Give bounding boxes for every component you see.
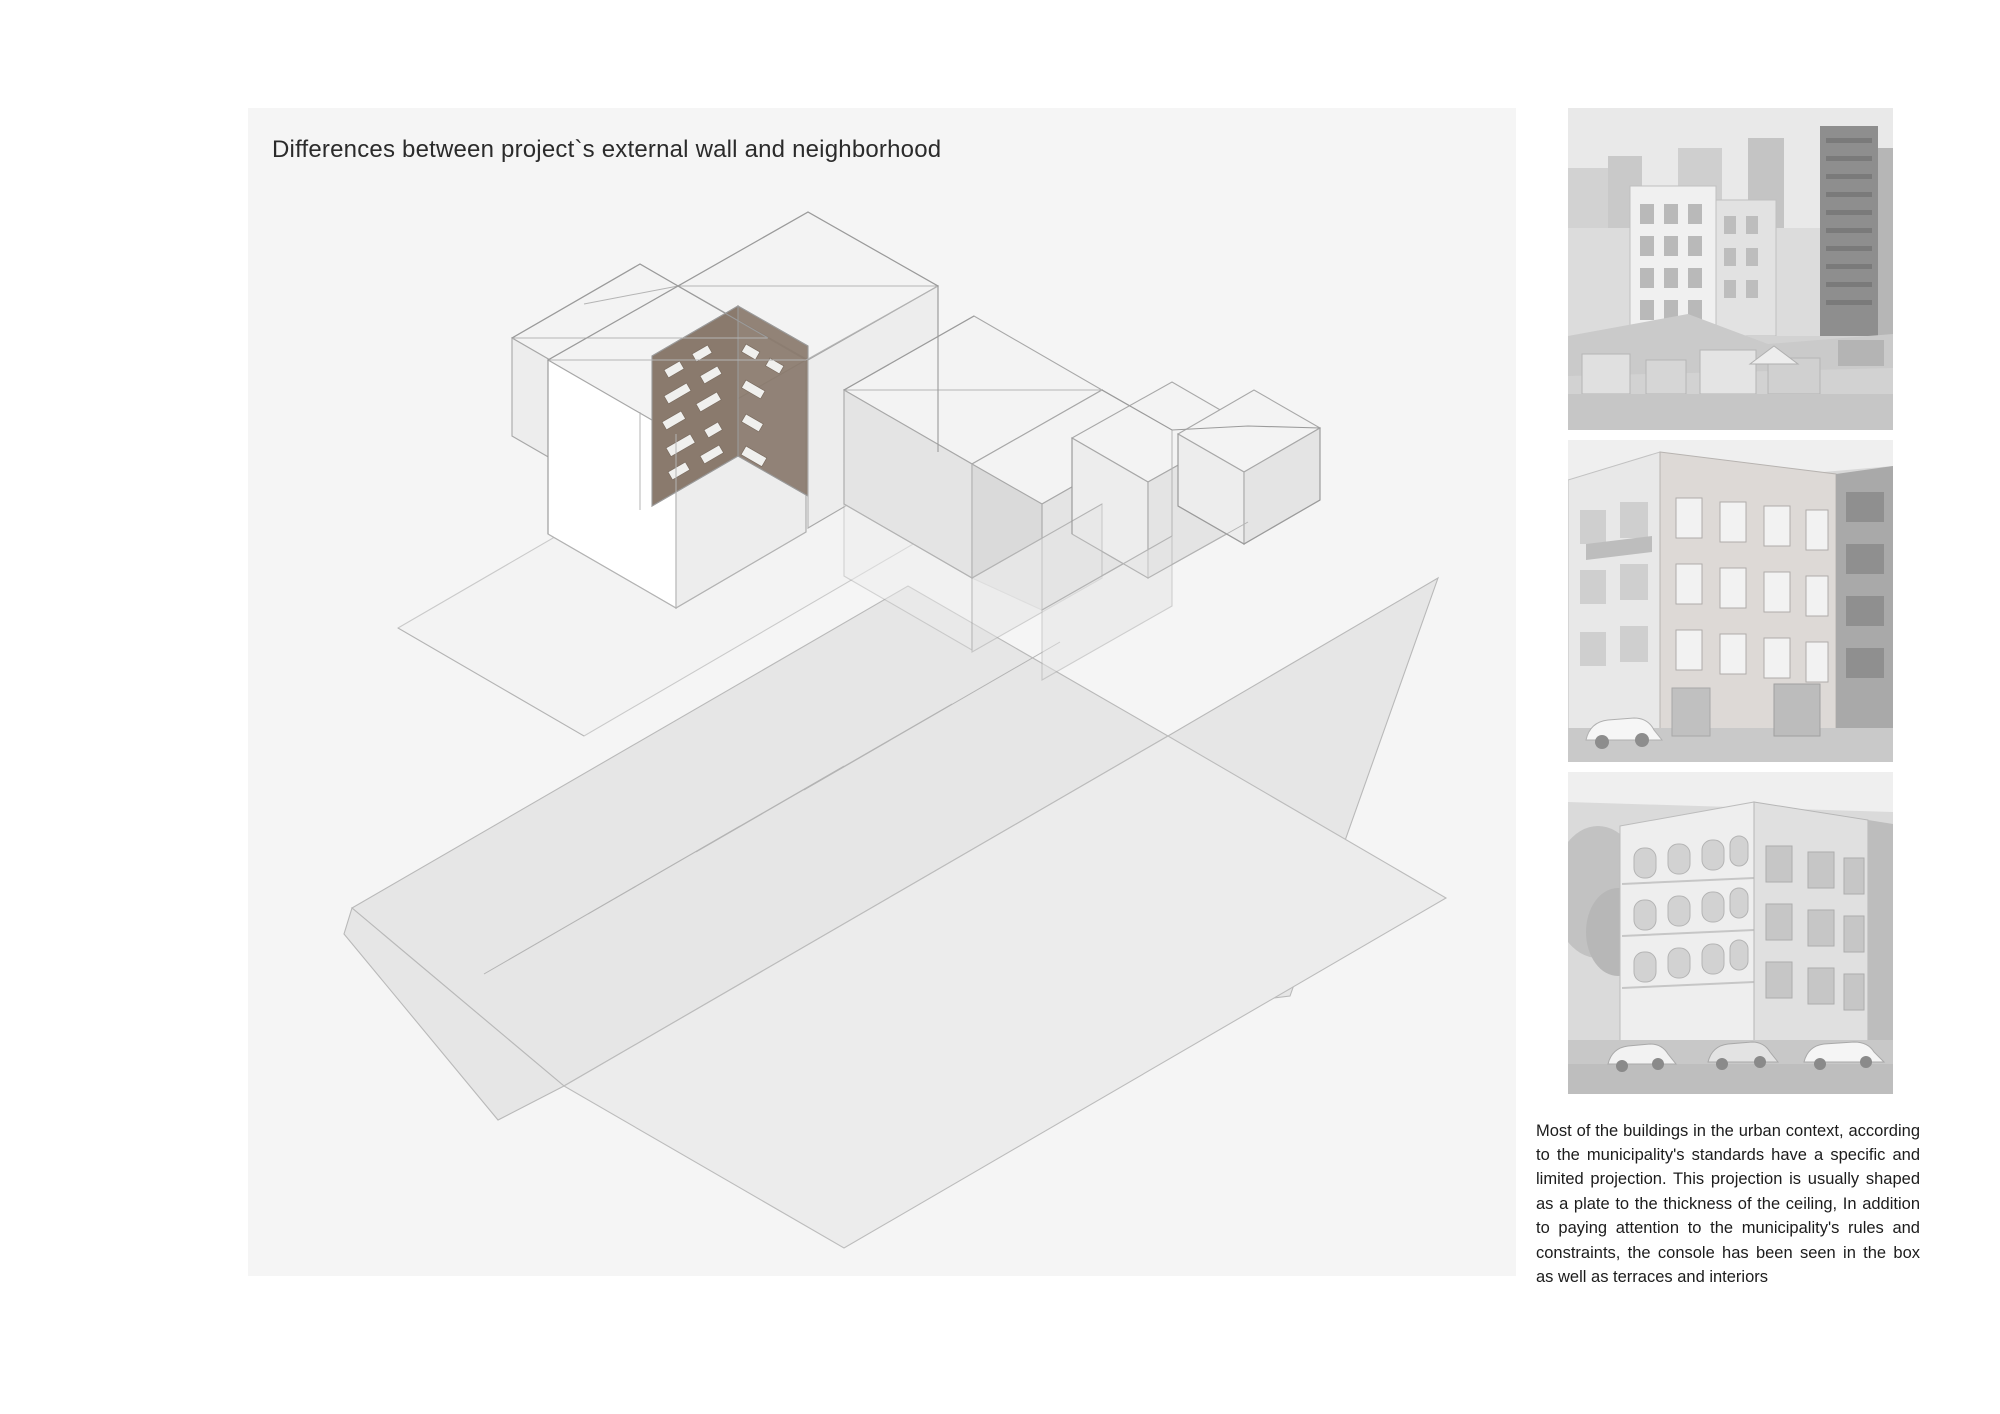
classical-facade-photo bbox=[1568, 772, 1893, 1094]
page-title: Differences between project`s external wall and neighborhood bbox=[272, 136, 942, 163]
diagram-panel bbox=[248, 108, 1516, 1276]
axonometric-diagram bbox=[248, 108, 1516, 1276]
photo-column bbox=[1568, 108, 1893, 1104]
urban-rooftops-photo bbox=[1568, 108, 1893, 430]
street-facade-photo bbox=[1568, 440, 1893, 762]
caption-text: Most of the buildings in the urban context, according to the municipality's standards have a specific and limited projection. This projection is usually shaped as a plate to the thickness of the ceiling, In addition to paying attention to the municipality's rules and constraints, the console has been seen in the box as well as terraces and interiors bbox=[1536, 1121, 1920, 1286]
